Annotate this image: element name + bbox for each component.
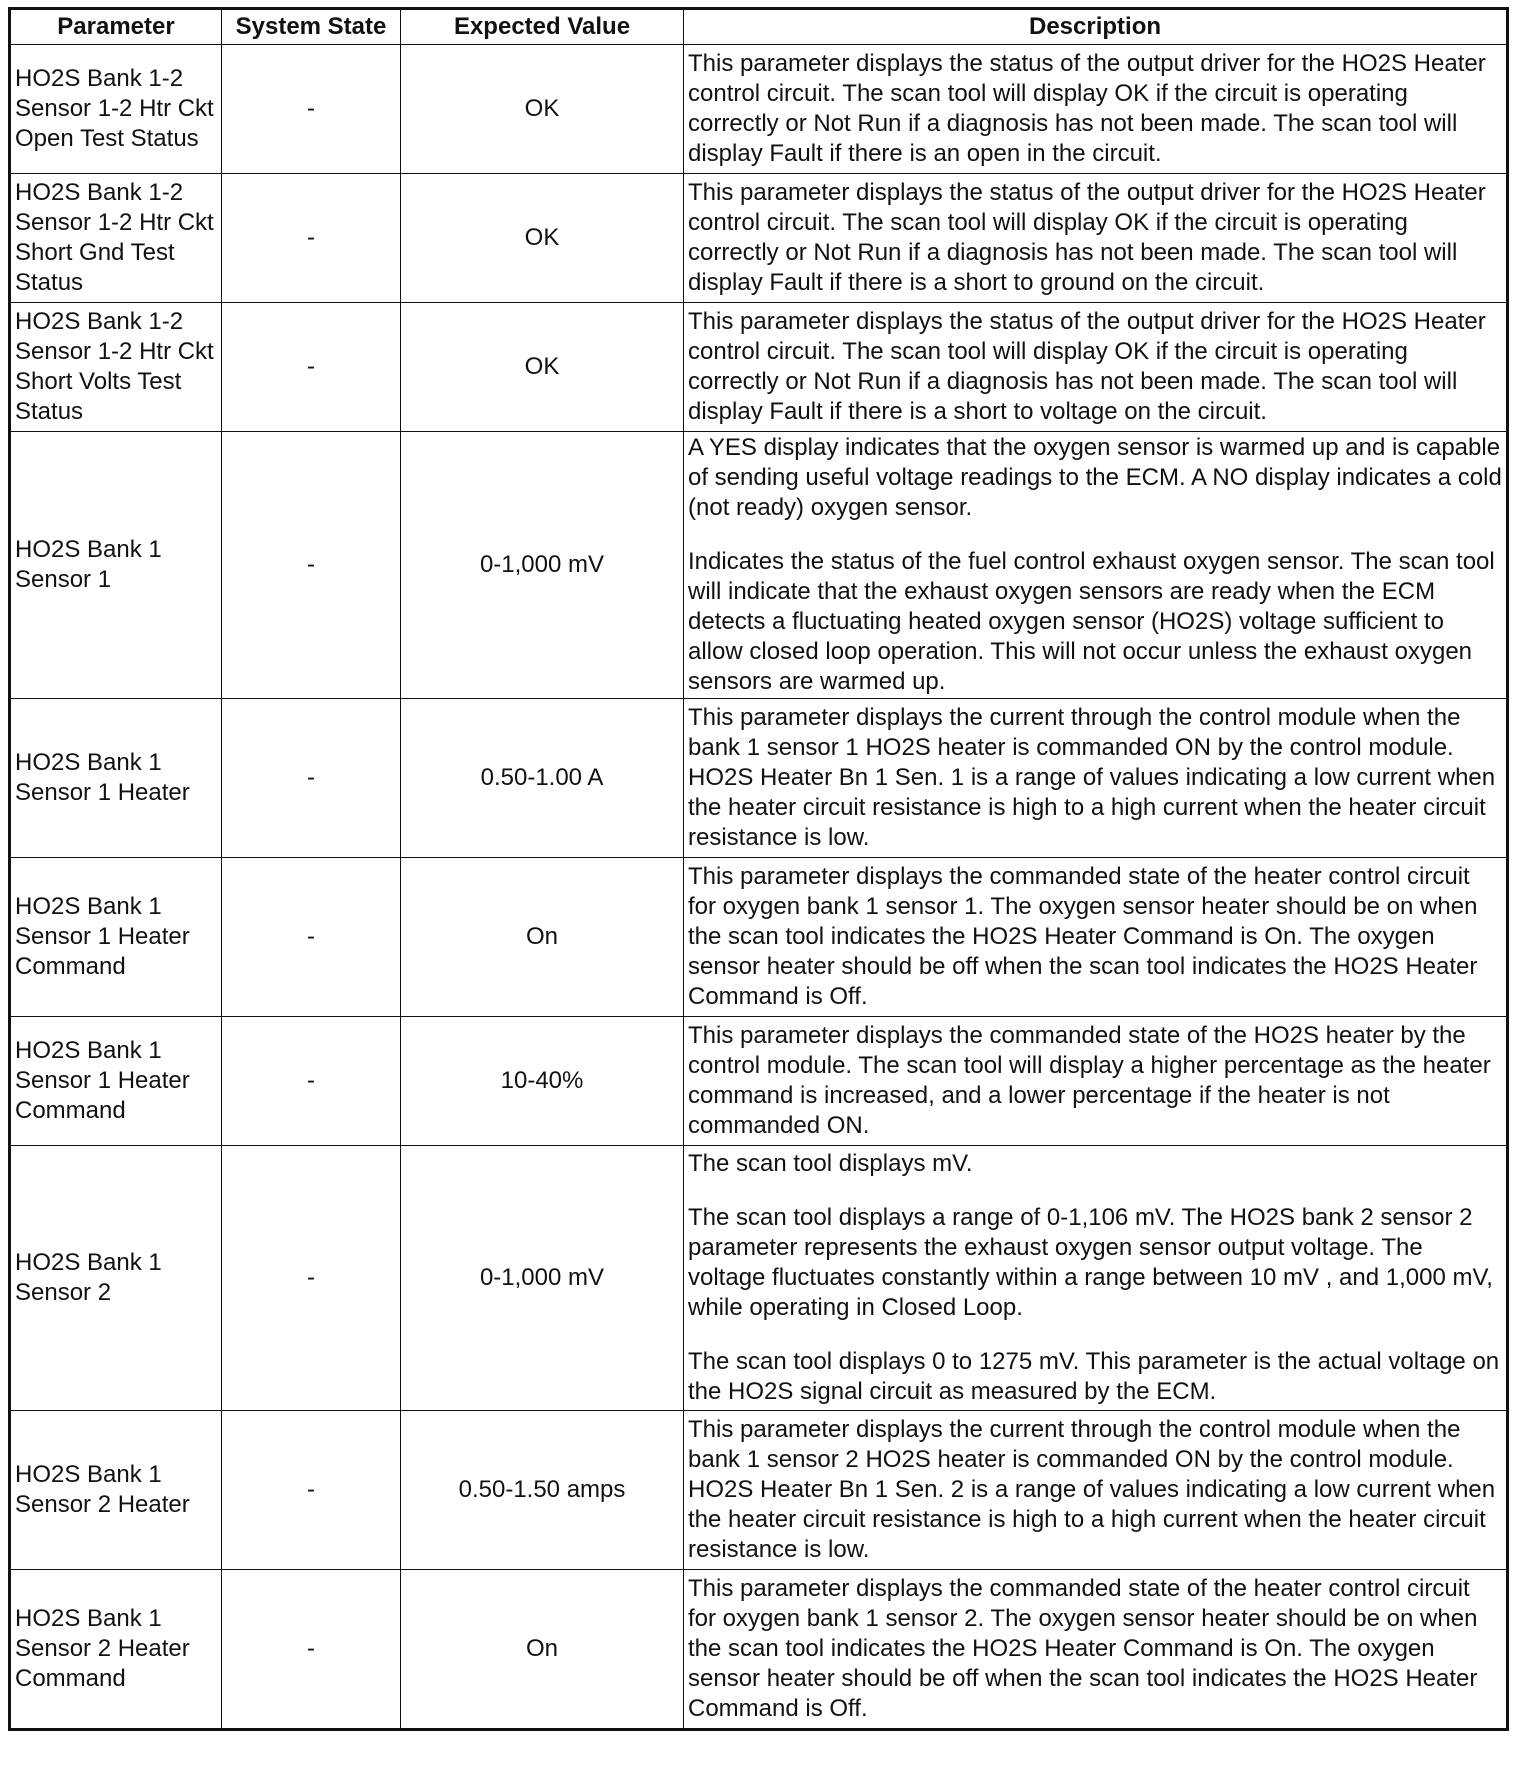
system-state-cell: - — [222, 1146, 401, 1411]
system-state-cell: - — [222, 1570, 401, 1730]
table-row — [10, 1570, 1508, 1730]
description-cell — [684, 1411, 1508, 1570]
description-paragraph: The scan tool displays mV. — [688, 1150, 973, 1177]
description-paragraph: The scan tool displays a range of 0-1,106 mV. The HO2S bank 2 sensor 2 parameter represents the exhaust oxygen sensor output voltage. The voltage fluctuates constantly within a range between 10 mV , and 1,000 mV, while operating in Closed Loop. — [688, 1204, 1493, 1321]
system-state-cell: - — [222, 1411, 401, 1570]
expected-value-cell: OK — [401, 45, 684, 174]
expected-value-cell: 0-1,000 mV — [401, 432, 684, 699]
description-paragraph: Indicates the status of the fuel control exhaust oxygen sensor. The scan tool will indicate that the exhaust oxygen sensors are ready when the ECM detects a fluctuating heated oxygen sensor (HO2S) voltage sufficient to allow closed loop operation. This will not occur unless the exhaust oxygen sensors are warmed up. — [688, 548, 1495, 695]
table-row — [10, 1411, 1508, 1570]
table-row — [10, 858, 1508, 1017]
table-row — [10, 303, 1508, 432]
expected-value-cell: 0-1,000 mV — [401, 1146, 684, 1411]
table-row — [10, 432, 1508, 699]
expected-value-cell: 0.50-1.00 A — [401, 699, 684, 858]
expected-value-cell: 0.50-1.50 amps — [401, 1411, 684, 1570]
description-cell — [684, 699, 1508, 858]
header-expected-value: Expected Value — [401, 9, 684, 45]
parameter-cell: HO2S Bank 1 Sensor 2 — [10, 1146, 222, 1411]
description-cell — [684, 1146, 1508, 1411]
system-state-cell: - — [222, 1017, 401, 1146]
description-cell — [684, 45, 1508, 174]
table-row — [10, 1146, 1508, 1411]
parameter-cell: HO2S Bank 1-2 Sensor 1-2 Htr Ckt Short Gnd Test Status — [10, 174, 222, 303]
table-row — [10, 174, 1508, 303]
parameter-cell: HO2S Bank 1-2 Sensor 1-2 Htr Ckt Open Test Status — [10, 45, 222, 174]
system-state-cell: - — [222, 699, 401, 858]
expected-value-cell: OK — [401, 174, 684, 303]
description-paragraph: This parameter displays the status of the output driver for the HO2S Heater control circuit. The scan tool will display OK if the circuit is operating correctly or Not Run if a diagnosis has not been made. The scan tool will display Fault if there is an open in the circuit. — [688, 50, 1486, 167]
system-state-cell: - — [222, 858, 401, 1017]
description-paragraph: This parameter displays the status of the output driver for the HO2S Heater control circuit. The scan tool will display OK if the circuit is operating correctly or Not Run if a diagnosis has not been made. The scan tool will display Fault if there is a short to voltage on the circuit. — [688, 308, 1486, 425]
header-parameter: Parameter — [10, 9, 222, 45]
system-state-cell: - — [222, 174, 401, 303]
system-state-cell: - — [222, 303, 401, 432]
system-state-cell: - — [222, 45, 401, 174]
description-cell — [684, 303, 1508, 432]
table-header-row — [10, 9, 1508, 45]
description-paragraph: This parameter displays the status of the output driver for the HO2S Heater control circuit. The scan tool will display OK if the circuit is operating correctly or Not Run if a diagnosis has not been made. The scan tool will display Fault if there is a short to ground on the circuit. — [688, 179, 1486, 296]
parameter-cell: HO2S Bank 1 Sensor 1 Heater Command — [10, 858, 222, 1017]
description-cell — [684, 174, 1508, 303]
parameter-cell: HO2S Bank 1 Sensor 1 — [10, 432, 222, 699]
description-cell — [684, 1570, 1508, 1730]
header-description: Description — [684, 9, 1508, 45]
description-paragraph: The scan tool displays 0 to 1275 mV. This parameter is the actual voltage on the HO2S signal circuit as measured by the ECM. — [688, 1348, 1500, 1405]
parameter-table — [8, 7, 1509, 1731]
description-paragraph: This parameter displays the commanded state of the heater control circuit for oxygen bank 1 sensor 1. The oxygen sensor heater should be on when the scan tool indicates the HO2S Heater Command is On. The oxygen sensor heater should be off when the scan tool indicates the HO2S Heater Command is Off. — [688, 863, 1478, 1010]
expected-value-cell: On — [401, 858, 684, 1017]
system-state-cell: - — [222, 432, 401, 699]
parameter-cell: HO2S Bank 1 Sensor 1 Heater — [10, 699, 222, 858]
description-cell — [684, 1017, 1508, 1146]
description-paragraph: This parameter displays the current through the control module when the bank 1 sensor 1 HO2S heater is commanded ON by the control module. HO2S Heater Bn 1 Sen. 1 is a range of values indicating a low current when the heater circuit resistance is high to a high current when the heater circuit resistance is low. — [688, 704, 1496, 851]
description-paragraph: This parameter displays the commanded state of the heater control circuit for oxygen bank 1 sensor 2. The oxygen sensor heater should be on when the scan tool indicates the HO2S Heater Command is On. The oxygen sensor heater should be off when the scan tool indicates the HO2S Heater Command is Off. — [688, 1575, 1478, 1722]
expected-value-cell: OK — [401, 303, 684, 432]
table-row — [10, 45, 1508, 174]
parameter-cell: HO2S Bank 1 Sensor 2 Heater — [10, 1411, 222, 1570]
description-cell — [684, 432, 1508, 699]
expected-value-cell: 10-40% — [401, 1017, 684, 1146]
parameter-cell: HO2S Bank 1 Sensor 2 Heater Command — [10, 1570, 222, 1730]
description-cell — [684, 858, 1508, 1017]
description-paragraph: This parameter displays the current through the control module when the bank 1 sensor 2 HO2S heater is commanded ON by the control module. HO2S Heater Bn 1 Sen. 2 is a range of values indicating a low current when the heater circuit resistance is high to a high current when the heater circuit resistance is low. — [688, 1416, 1496, 1563]
expected-value-cell: On — [401, 1570, 684, 1730]
header-system-state: System State — [222, 9, 401, 45]
parameter-cell: HO2S Bank 1 Sensor 1 Heater Command — [10, 1017, 222, 1146]
table-row — [10, 699, 1508, 858]
table-row — [10, 1017, 1508, 1146]
description-paragraph: A YES display indicates that the oxygen sensor is warmed up and is capable of sending useful voltage readings to the ECM. A NO display indicates a cold (not ready) oxygen sensor. — [688, 434, 1502, 521]
description-paragraph: This parameter displays the commanded state of the HO2S heater by the control module. The scan tool will display a higher percentage as the heater command is increased, and a lower percentage if the heater is not commanded ON. — [688, 1022, 1491, 1139]
parameter-cell: HO2S Bank 1-2 Sensor 1-2 Htr Ckt Short Volts Test Status — [10, 303, 222, 432]
